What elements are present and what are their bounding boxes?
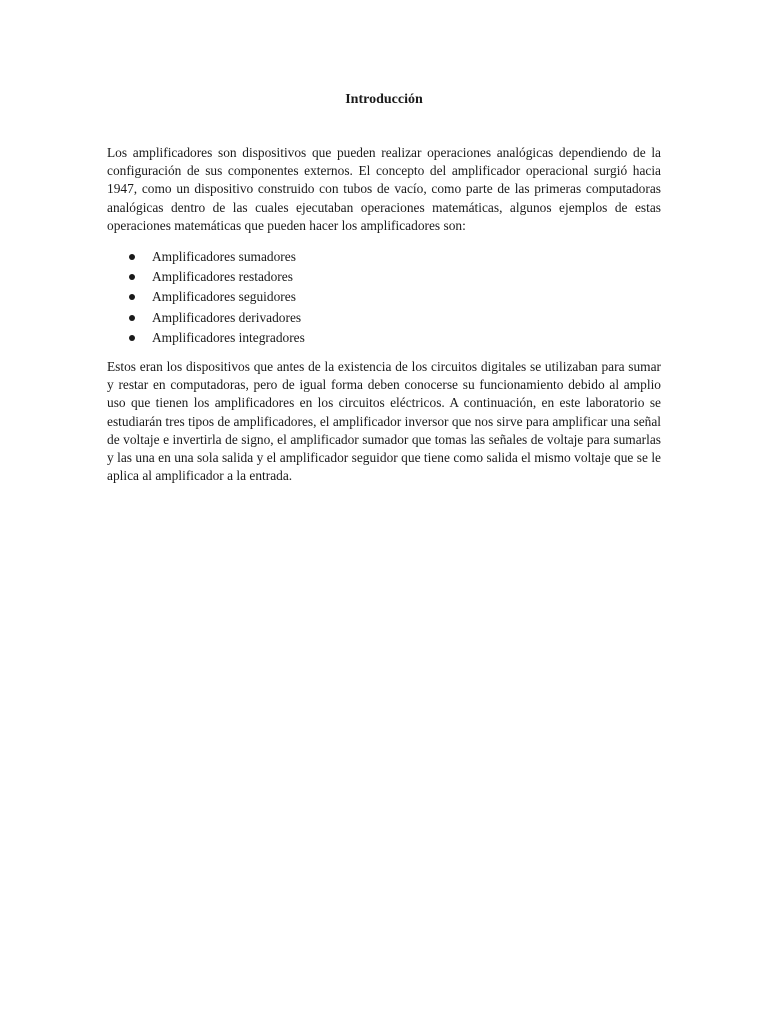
list-item [107, 247, 661, 267]
closing-paragraph: Estos eran los dispositivos que antes de la existencia de los circuitos digitales se utilizaban para sumar y restar en computadoras, pero de igual forma deben conocerse su funcionamiento debido al amplio uso que tienen los amplificadores en los circuitos eléctricos. A continuación, en este laboratorio se estudiarán tres tipos de amplificadores, el amplificador inversor que nos sirve para amplificar una señal de voltaje e invertirla de signo, el amplificador sumador que tomas las señales de voltaje para sumarlas y las una en una sola salida y el amplificador seguidor que tiene como salida el mismo voltaje que se le aplica al amplificador a la entrada. [107, 359, 661, 484]
amplifier-types-list [107, 247, 661, 348]
list-item-text: Amplificadores sumadores [152, 249, 296, 265]
document-page [107, 91, 661, 485]
document-title: Introducción [345, 92, 423, 107]
list-item [107, 287, 661, 307]
bullet-icon [129, 254, 135, 260]
list-item-text: Amplificadores integradores [152, 329, 305, 345]
list-item [107, 267, 661, 287]
list-item-text: Amplificadores derivadores [152, 309, 302, 325]
bullet-icon [129, 315, 135, 321]
bullet-icon [129, 274, 135, 280]
bullet-icon [129, 294, 135, 300]
intro-paragraph: Los amplificadores son dispositivos que pueden realizar operaciones analógicas dependiendo de la configuración de sus componentes externos. El concepto del amplificador operacional surgió hacia 1947, como un dispositivo construido con tubos de vacío, como parte de las primeras computadoras analógicas dentro de las cuales ejecutaban operaciones matemáticas, algunos ejemplos de estas operaciones matemáticas que pueden hacer los amplificadores son: [107, 145, 661, 233]
list-item [107, 328, 661, 348]
bullet-icon [129, 335, 135, 341]
list-item [107, 308, 661, 328]
list-item-text: Amplificadores seguidores [152, 289, 296, 305]
list-item-text: Amplificadores restadores [152, 269, 293, 285]
